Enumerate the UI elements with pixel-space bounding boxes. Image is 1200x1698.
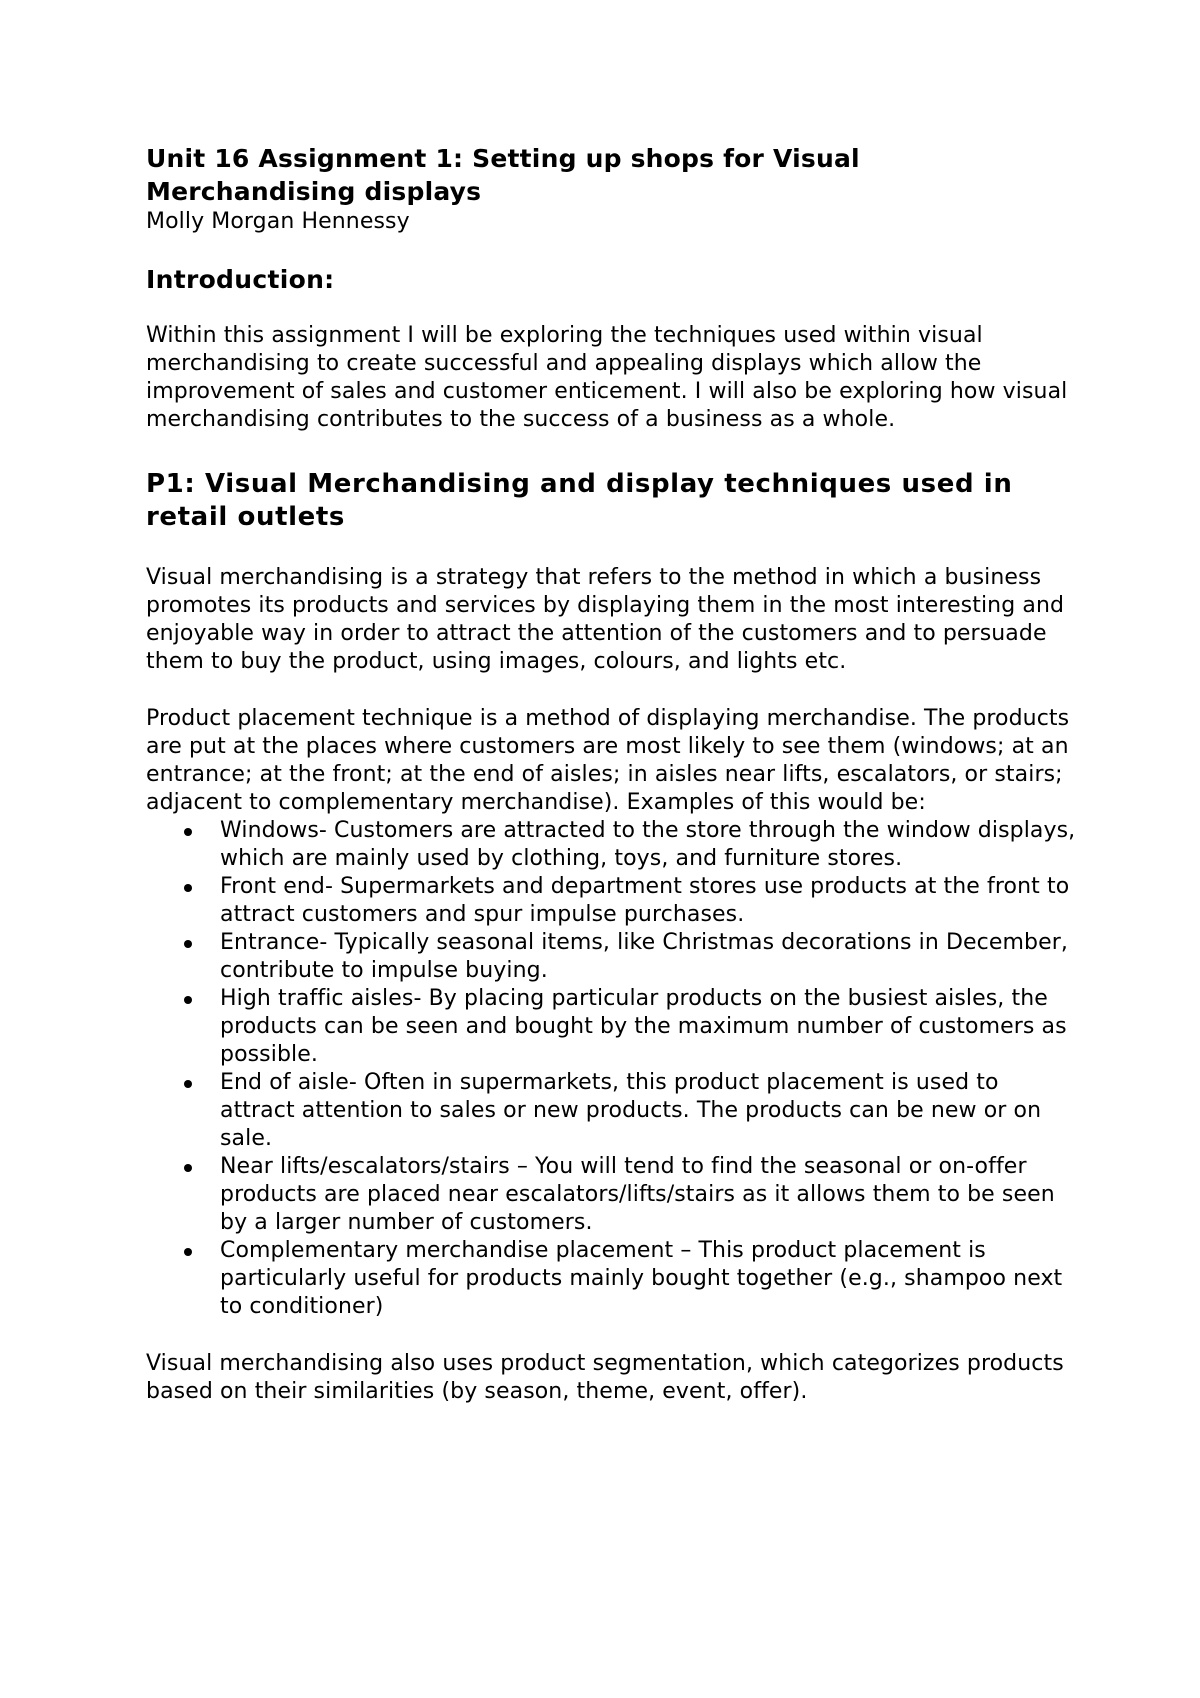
p1-paragraph-2: Product placement technique is a method of displaying merchandise. The products are put at the places where customers are most likely to see them (windows; at an entrance; at the front; at the end of aisles; in aisles near lifts, escalators, or stairs; adjacent to complementary merchandise). Examples of this would be: xyxy=(146,706,1070,815)
list-item xyxy=(146,929,1076,985)
introduction-paragraph: Within this assignment I will be exploring the techniques used within visual merchandising to create successful and appealing displays which allow the improvement of sales and customer enticement. I will also be exploring how visual merchandising contributes to the success of a business as a whole. xyxy=(146,323,1068,432)
author-name: Molly Morgan Hennessy xyxy=(146,209,410,234)
list-item-text: Complementary merchandise placement – This product placement is particularly useful for products mainly bought together (e.g., shampoo next to conditioner) xyxy=(220,1238,1063,1319)
bullet-icon xyxy=(184,1164,192,1172)
bullet-icon xyxy=(184,884,192,892)
list-item-text: End of aisle- Often in supermarkets, this product placement is used to attract attention to sales or new products. The products can be new or on sale. xyxy=(220,1070,1042,1151)
list-item-text: Front end- Supermarkets and department stores use products at the front to attract customers and spur impulse purchases. xyxy=(220,874,1070,927)
list-item xyxy=(146,985,1076,1069)
list-item xyxy=(146,1237,1076,1321)
bullet-icon xyxy=(184,1080,192,1088)
p1-heading: P1: Visual Merchandising and display techniques used in retail outlets xyxy=(146,469,1013,532)
list-item xyxy=(146,817,1076,873)
placement-examples-list xyxy=(146,817,1076,1321)
introduction-heading: Introduction: xyxy=(146,265,335,294)
list-item-text: High traffic aisles- By placing particular products on the busiest aisles, the products can be seen and bought by the maximum number of customers as possible. xyxy=(220,986,1067,1067)
p1-paragraph-1: Visual merchandising is a strategy that refers to the method in which a business promotes its products and services by displaying them in the most interesting and enjoyable way in order to attract the attention of the customers and to persuade them to buy the product, using images, colours, and lights etc. xyxy=(146,565,1065,674)
closing-paragraph: Visual merchandising also uses product segmentation, which categorizes products based on their similarities (by season, theme, event, offer). xyxy=(146,1351,1064,1404)
list-item-text: Windows- Customers are attracted to the store through the window displays, which are mainly used by clothing, toys, and furniture stores. xyxy=(220,818,1076,871)
list-item xyxy=(146,873,1076,929)
document-page xyxy=(146,142,1076,1406)
bullet-icon xyxy=(184,828,192,836)
list-item xyxy=(146,1153,1076,1237)
document-title: Unit 16 Assignment 1: Setting up shops for Visual Merchandising displays xyxy=(146,144,860,206)
bullet-icon xyxy=(184,996,192,1004)
list-item-text: Near lifts/escalators/stairs – You will tend to find the seasonal or on-offer products are placed near escalators/lifts/stairs as it allows them to be seen by a larger number of customers. xyxy=(220,1154,1055,1235)
bullet-icon xyxy=(184,940,192,948)
list-item xyxy=(146,1069,1076,1153)
list-item-text: Entrance- Typically seasonal items, like Christmas decorations in December, contribute to impulse buying. xyxy=(220,930,1068,983)
bullet-icon xyxy=(184,1248,192,1256)
